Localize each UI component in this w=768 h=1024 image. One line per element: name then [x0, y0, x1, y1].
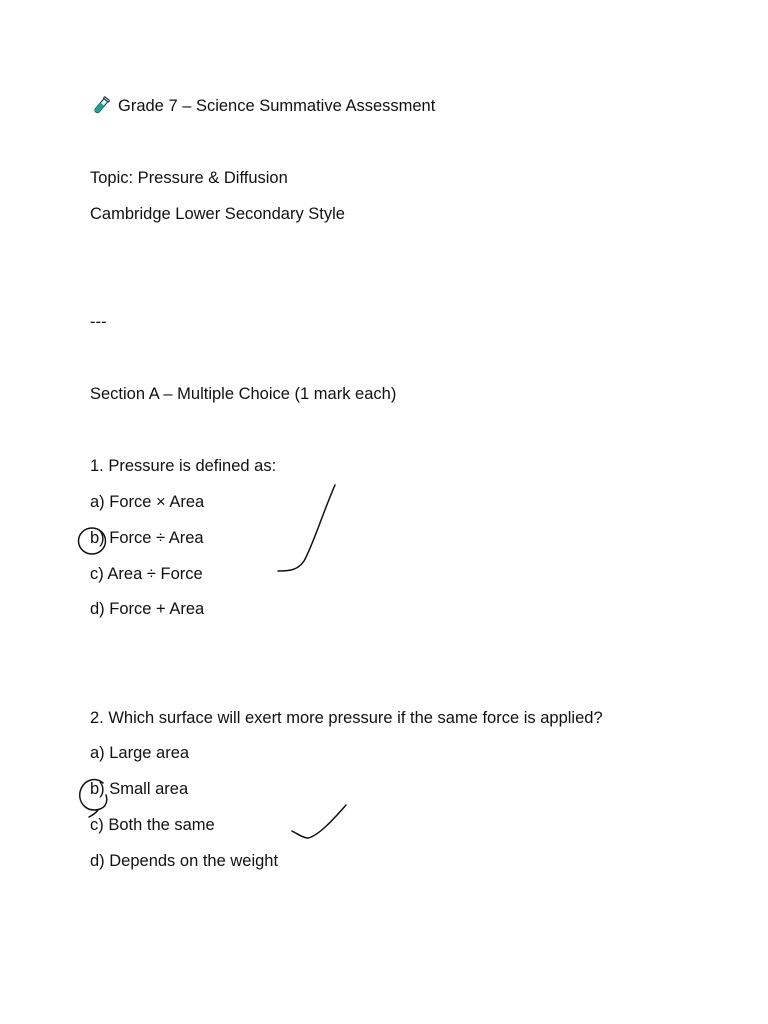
section-a-heading: Section A – Multiple Choice (1 mark each) [90, 385, 397, 403]
topic-line: Topic: Pressure & Diffusion [90, 169, 288, 187]
separator-line: --- [90, 313, 107, 331]
question-2-check-mark [292, 805, 346, 838]
curriculum-style-line: Cambridge Lower Secondary Style [90, 205, 345, 223]
question-1-option-d: d) Force + Area [90, 600, 205, 618]
question-1-option-a: a) Force × Area [90, 493, 205, 511]
test-tube-icon [90, 95, 112, 117]
question-1-check-mark [278, 485, 335, 571]
question-1-option-b: b) Force ÷ Area [90, 529, 204, 547]
question-2-option-c: c) Both the same [90, 816, 215, 834]
question-1-prompt: 1. Pressure is defined as: [90, 457, 277, 475]
document-title-row [90, 95, 435, 117]
question-2-option-b: b) Small area [90, 780, 189, 798]
question-2-option-d: d) Depends on the weight [90, 852, 279, 870]
question-2-prompt: 2. Which surface will exert more pressure if the same force is applied? [90, 709, 603, 727]
question-1-option-c: c) Area ÷ Force [90, 565, 203, 583]
document-title: Grade 7 – Science Summative Assessment [118, 97, 436, 115]
question-2-option-a: a) Large area [90, 744, 190, 762]
